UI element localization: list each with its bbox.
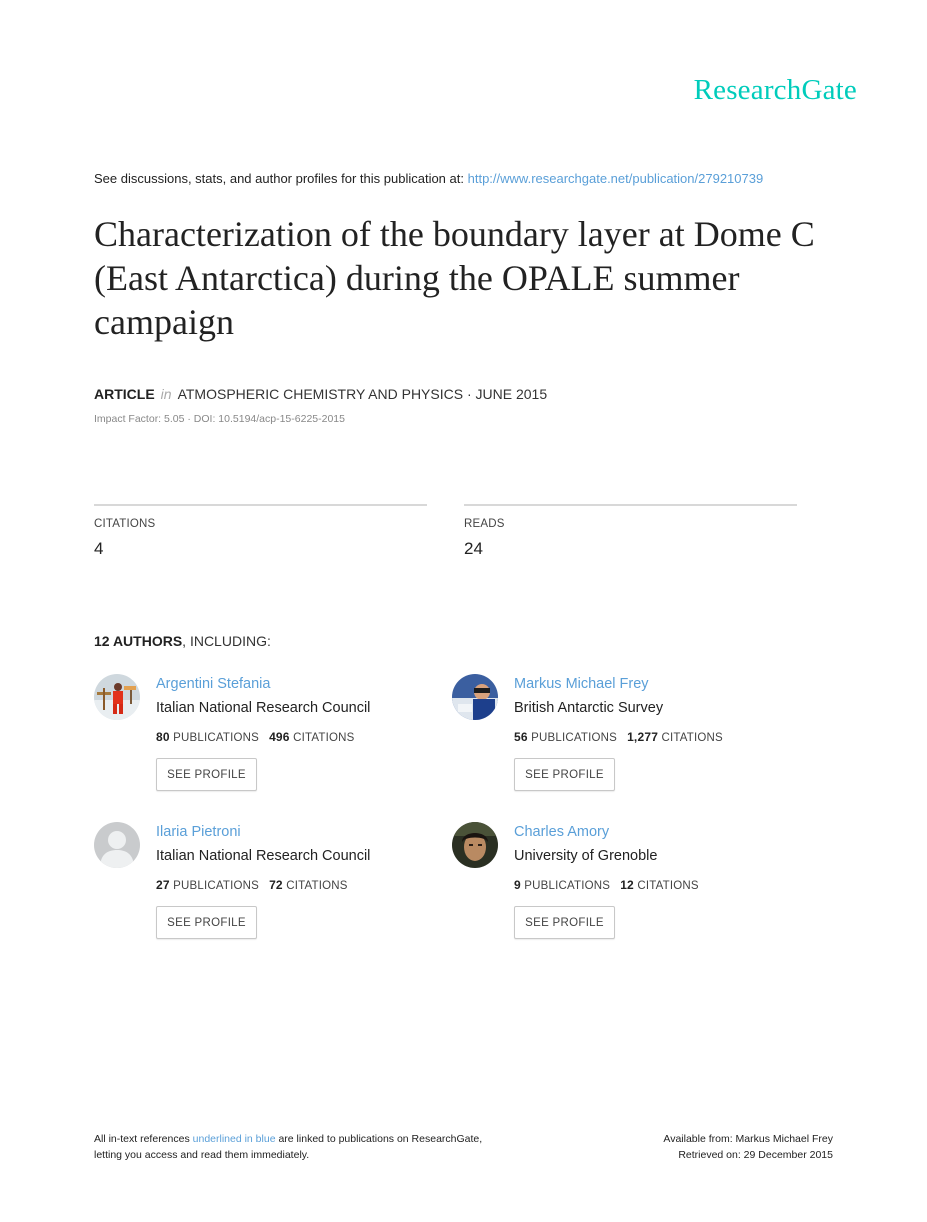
publication-title: Characterization of the boundary layer at Dome C (East Antarctica) during the OPALE summer campaign (94, 214, 815, 342)
author-card (452, 674, 782, 814)
author-card (94, 822, 424, 962)
citations-label: CITATIONS (293, 732, 355, 744)
publications-label: PUBLICATIONS (524, 880, 611, 892)
avatar-photo-icon (452, 822, 498, 868)
article-meta (94, 386, 547, 402)
researchgate-logo[interactable]: ResearchGate (693, 74, 857, 106)
source-text: See discussions, stats, and author profiles for this publication at: (94, 171, 464, 186)
default-user-icon (94, 822, 140, 868)
citations-divider (94, 504, 427, 506)
avatar[interactable] (452, 674, 498, 720)
author-stats (156, 878, 348, 892)
author-stats (514, 730, 723, 744)
retrieved-on: Retrieved on: 29 December 2015 (678, 1149, 833, 1161)
footer-text: are linked to publications on ResearchGate, (278, 1133, 483, 1145)
publications-label: PUBLICATIONS (173, 732, 260, 744)
author-institution: University of Grenoble (514, 848, 658, 864)
publications-label: PUBLICATIONS (531, 732, 618, 744)
citations-count: 496 (269, 730, 290, 744)
author-card (94, 674, 424, 814)
footer-line-1 (94, 1131, 482, 1147)
avatar[interactable] (452, 822, 498, 868)
citations-label: CITATIONS (286, 880, 348, 892)
author-institution: Italian National Research Council (156, 848, 371, 864)
avatar-photo-icon (94, 674, 140, 720)
citations-label: CITATIONS (637, 880, 699, 892)
available-from: Available from: Markus Michael Frey (663, 1133, 833, 1145)
publications-count: 9 (514, 878, 521, 892)
citations-value: 4 (94, 539, 104, 558)
reads-divider (464, 504, 797, 506)
author-name-link[interactable]: Markus Michael Frey (514, 676, 649, 692)
author-card (452, 822, 782, 962)
impact-doi: Impact Factor: 5.05 · DOI: 10.5194/acp-15-6225-2015 (94, 413, 345, 425)
citations-count: 1,277 (627, 730, 659, 744)
publications-count: 27 (156, 878, 170, 892)
see-profile-button[interactable]: SEE PROFILE (514, 758, 615, 791)
authors-including: , INCLUDING: (182, 633, 271, 649)
avatar-photo-icon (452, 674, 498, 720)
citations-label: CITATIONS (94, 518, 156, 530)
publications-count: 56 (514, 730, 528, 744)
author-institution: Italian National Research Council (156, 700, 371, 716)
see-profile-button[interactable]: SEE PROFILE (514, 906, 615, 939)
in-label: in (160, 386, 172, 402)
footer-availability (663, 1131, 833, 1163)
publication-source-line (94, 171, 763, 186)
author-name-link[interactable]: Charles Amory (514, 824, 610, 840)
footer-text: All in-text references (94, 1133, 190, 1145)
footer-line-2: letting you access and read them immediately. (94, 1149, 310, 1161)
publications-count: 80 (156, 730, 170, 744)
reads-value: 24 (464, 539, 483, 558)
see-profile-button[interactable]: SEE PROFILE (156, 906, 257, 939)
author-stats (156, 730, 355, 744)
citations-label: CITATIONS (661, 732, 723, 744)
publications-label: PUBLICATIONS (173, 880, 260, 892)
avatar[interactable] (94, 822, 140, 868)
citations-count: 12 (620, 878, 634, 892)
authors-heading (94, 633, 271, 649)
footer-underlined-link[interactable]: underlined in blue (192, 1133, 276, 1145)
avatar[interactable] (94, 674, 140, 720)
journal-name[interactable]: ATMOSPHERIC CHEMISTRY AND PHYSICS · JUNE 2015 (177, 386, 548, 402)
reads-label: READS (464, 518, 505, 530)
publication-url-link[interactable]: http://www.researchgate.net/publication/279210739 (467, 171, 764, 186)
authors-count: 12 AUTHORS (94, 633, 183, 649)
see-profile-button[interactable]: SEE PROFILE (156, 758, 257, 791)
footer-note (94, 1131, 482, 1163)
author-name-link[interactable]: Argentini Stefania (156, 676, 271, 692)
article-type: ARTICLE (94, 386, 155, 402)
author-institution: British Antarctic Survey (514, 700, 664, 716)
author-name-link[interactable]: Ilaria Pietroni (156, 824, 241, 840)
citations-count: 72 (269, 878, 283, 892)
author-stats (514, 878, 699, 892)
